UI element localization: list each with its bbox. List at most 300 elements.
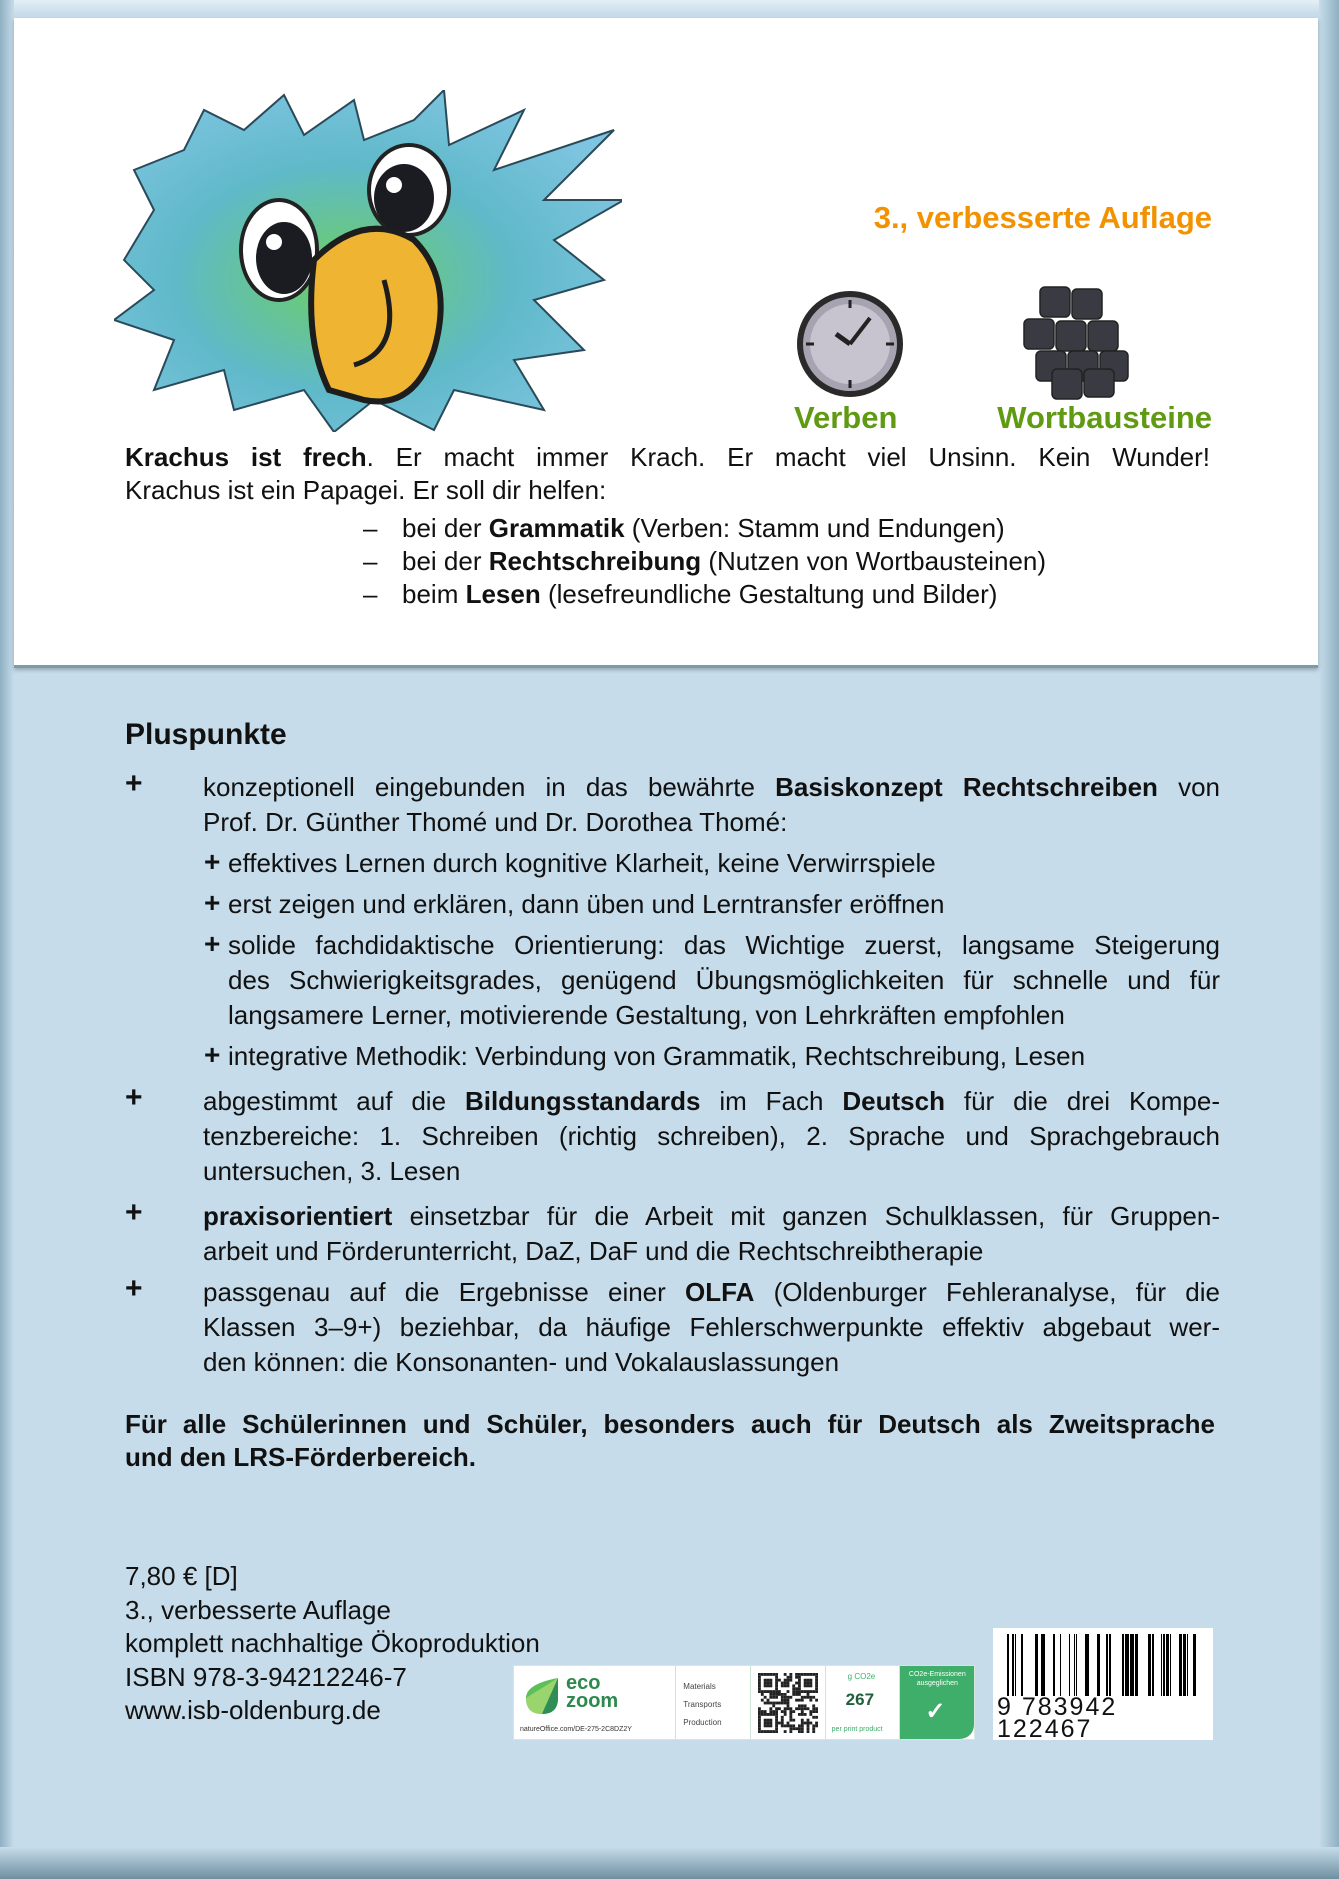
building-blocks-icon	[1022, 285, 1132, 400]
qr-module	[784, 1693, 787, 1696]
item-line	[203, 1310, 1220, 1345]
qr-module	[781, 1724, 784, 1727]
qr-code-icon	[758, 1673, 818, 1733]
qr-module	[792, 1718, 795, 1721]
text: solide fachdidaktische Orientierung: das Wichtige zuerst, langsame Steigerung	[228, 930, 1220, 960]
qr-module	[795, 1698, 798, 1701]
qr-module	[781, 1693, 784, 1696]
intro-paragraph	[125, 441, 1210, 507]
cover-right-edge	[1319, 0, 1339, 1879]
qr-module	[769, 1710, 772, 1713]
qr-module	[784, 1684, 787, 1687]
qr-module	[804, 1681, 807, 1684]
qr-module	[784, 1713, 787, 1716]
plus-icon: +	[125, 767, 143, 800]
qr-module	[769, 1678, 772, 1681]
qr-module	[781, 1721, 784, 1724]
qr-module	[792, 1690, 795, 1693]
item-line	[203, 1154, 1220, 1189]
qr-module	[775, 1673, 778, 1676]
qr-module	[775, 1684, 778, 1687]
qr-module	[775, 1675, 778, 1678]
text: langsamere Lerner, motivierende Gestaltung, von Lehrkräften empfohlen	[228, 1000, 1065, 1030]
qr-module	[806, 1707, 809, 1710]
qr-module	[758, 1730, 761, 1733]
qr-module	[792, 1710, 795, 1713]
bold-text: OLFA	[685, 1277, 755, 1307]
sub-item-line	[228, 998, 1220, 1033]
sub-item	[204, 887, 1220, 922]
qr-module	[781, 1715, 784, 1718]
qr-module	[766, 1684, 769, 1687]
qr-module	[772, 1701, 775, 1704]
qr-module	[778, 1690, 781, 1693]
qr-module	[806, 1684, 809, 1687]
qr-module	[801, 1673, 804, 1676]
qr-module	[792, 1684, 795, 1687]
qr-module	[781, 1681, 784, 1684]
qr-module	[769, 1684, 772, 1687]
qr-module	[804, 1721, 807, 1724]
qr-module	[815, 1675, 818, 1678]
qr-module	[775, 1713, 778, 1716]
plus-icon: +	[204, 846, 221, 877]
qr-module	[798, 1713, 801, 1716]
text: im Fach	[700, 1086, 843, 1116]
qr-module	[781, 1684, 784, 1687]
qr-module	[798, 1681, 801, 1684]
qr-module	[806, 1690, 809, 1693]
qr-module	[798, 1727, 801, 1730]
qr-module	[775, 1724, 778, 1727]
qr-module	[789, 1713, 792, 1716]
qr-module	[766, 1678, 769, 1681]
qr-module	[784, 1678, 787, 1681]
audience-line: Für alle Schülerinnen und Schüler, besonders auch für Deutsch als Zweitsprache	[125, 1409, 1215, 1439]
qr-module	[815, 1721, 818, 1724]
bold-text: Grammatik	[488, 513, 625, 543]
plus-icon: +	[125, 1196, 143, 1229]
cover-left-edge	[0, 0, 14, 1879]
qr-module	[806, 1695, 809, 1698]
qr-module	[778, 1693, 781, 1696]
qr-module	[789, 1730, 792, 1733]
bold-text: praxisorientiert	[203, 1201, 393, 1231]
qr-module	[801, 1698, 804, 1701]
qr-module	[789, 1710, 792, 1713]
qr-module	[809, 1698, 812, 1701]
edition: 3., verbesserte Auflage	[125, 1594, 391, 1625]
text: integrative Methodik: Verbindung von Grammatik, Rechtschreibung, Lesen	[228, 1041, 1086, 1071]
qr-module	[812, 1730, 815, 1733]
qr-module	[806, 1693, 809, 1696]
clock-icon	[796, 290, 904, 398]
item-line	[203, 1345, 1220, 1380]
qr-module	[804, 1713, 807, 1716]
qr-module	[772, 1695, 775, 1698]
qr-module	[764, 1701, 767, 1704]
website-link[interactable]: www.isb-oldenburg.de	[125, 1695, 381, 1725]
qr-module	[804, 1707, 807, 1710]
leaf-icon	[524, 1676, 560, 1716]
qr-module	[795, 1727, 798, 1730]
qr-module	[764, 1721, 767, 1724]
qr-module	[809, 1681, 812, 1684]
qr-module	[804, 1704, 807, 1707]
qr-module	[761, 1713, 764, 1716]
qr-module	[804, 1695, 807, 1698]
qr-module	[758, 1687, 761, 1690]
qr-module	[806, 1681, 809, 1684]
qr-module	[786, 1698, 789, 1701]
qr-module	[758, 1727, 761, 1730]
qr-module	[809, 1695, 812, 1698]
qr-module	[809, 1673, 812, 1676]
eco-categories	[676, 1666, 751, 1739]
item-line	[203, 1275, 1220, 1310]
qr-module	[806, 1678, 809, 1681]
qr-module	[769, 1713, 772, 1716]
category: Production	[683, 1718, 722, 1727]
qr-module	[758, 1707, 761, 1710]
badge-text: CO2e-Emissionen ausgeglichen	[908, 1671, 966, 1687]
text: passgenau auf die Ergebnisse einer	[203, 1277, 686, 1307]
qr-module	[812, 1715, 815, 1718]
qr-module	[795, 1675, 798, 1678]
qr-module	[806, 1721, 809, 1724]
qr-module	[769, 1695, 772, 1698]
text: (Nutzen von Wortbausteinen)	[701, 546, 1047, 576]
qr-module	[798, 1724, 801, 1727]
qr-module	[758, 1673, 761, 1676]
qr-module	[769, 1701, 772, 1704]
qr-module	[784, 1707, 787, 1710]
qr-module	[809, 1678, 812, 1681]
compensated-badge	[900, 1666, 974, 1739]
qr-module	[766, 1730, 769, 1733]
qr-module	[769, 1730, 772, 1733]
qr-module	[769, 1690, 772, 1693]
qr-module	[758, 1718, 761, 1721]
qr-module	[815, 1724, 818, 1727]
qr-module	[772, 1673, 775, 1676]
text: erst zeigen und erklären, dann üben und Lerntransfer eröffnen	[228, 889, 945, 919]
qr-module	[761, 1690, 764, 1693]
qr-module	[758, 1678, 761, 1681]
dash-bullet: –	[363, 513, 378, 543]
item-line	[203, 805, 1220, 840]
qr-module	[784, 1698, 787, 1701]
qr-module	[766, 1681, 769, 1684]
qr-module	[792, 1727, 795, 1730]
qr-module	[815, 1678, 818, 1681]
qr-module	[769, 1707, 772, 1710]
text: effektives Lernen durch kognitive Klarheit, keine Verwirrspiele	[228, 848, 936, 878]
qr-module	[778, 1678, 781, 1681]
verben-label: Verben	[794, 400, 898, 435]
qr-module	[761, 1730, 764, 1733]
qr-module	[801, 1721, 804, 1724]
qr-module	[772, 1690, 775, 1693]
qr-module	[786, 1701, 789, 1704]
qr-module	[775, 1678, 778, 1681]
qr-module	[766, 1690, 769, 1693]
qr-module	[784, 1673, 787, 1676]
qr-module	[795, 1690, 798, 1693]
bold-text: Deutsch	[842, 1086, 945, 1116]
sub-item	[204, 1039, 1220, 1074]
category: Materials	[683, 1682, 716, 1691]
qr-module	[766, 1724, 769, 1727]
text: . Er macht immer Krach. Er macht viel Unsinn. Kein Wunder!	[366, 442, 1211, 472]
pluspunkt-item	[125, 767, 1220, 1074]
qr-module	[766, 1673, 769, 1676]
qr-module	[775, 1681, 778, 1684]
qr-module	[798, 1678, 801, 1681]
qr-module	[812, 1724, 815, 1727]
plus-icon: +	[204, 1039, 221, 1070]
qr-module	[758, 1724, 761, 1727]
qr-module	[778, 1707, 781, 1710]
qr-module	[764, 1695, 767, 1698]
qr-module	[784, 1724, 787, 1727]
qr-module	[758, 1690, 761, 1693]
text: untersuchen, 3. Lesen	[203, 1156, 461, 1186]
qr-module	[815, 1698, 818, 1701]
sub-item-line	[228, 1039, 1220, 1074]
qr-module	[775, 1721, 778, 1724]
sub-item	[204, 846, 1220, 881]
eco-brand-bottom: zoom	[566, 1690, 619, 1712]
qr-module	[798, 1684, 801, 1687]
cover-bottom-edge	[0, 1847, 1339, 1879]
category: Transports	[683, 1700, 722, 1709]
qr-module	[815, 1687, 818, 1690]
dash-bullet: –	[363, 579, 378, 609]
qr-module	[789, 1678, 792, 1681]
qr-module	[798, 1730, 801, 1733]
qr-module	[758, 1681, 761, 1684]
qr-module	[775, 1710, 778, 1713]
qr-module	[815, 1715, 818, 1718]
text: bei der	[402, 513, 489, 543]
qr-module	[761, 1673, 764, 1676]
qr-module	[784, 1681, 787, 1684]
qr-module	[798, 1704, 801, 1707]
bold-text: Rechtschreibung	[488, 546, 702, 576]
qr-module	[781, 1695, 784, 1698]
intro-list	[363, 512, 1046, 611]
qr-module	[809, 1710, 812, 1713]
qr-module	[806, 1718, 809, 1721]
bold-text: Basiskonzept Rechtschreiben	[775, 772, 1158, 802]
qr-module	[801, 1704, 804, 1707]
qr-module	[798, 1707, 801, 1710]
qr-module	[795, 1687, 798, 1690]
text: arbeit und Förderunterricht, DaZ, DaF und die Rechtschreibtherapie	[203, 1236, 984, 1266]
qr-module	[792, 1724, 795, 1727]
qr-module	[798, 1687, 801, 1690]
text: Prof. Dr. Günther Thomé und Dr. Dorothea Thomé:	[203, 807, 788, 837]
plus-icon: +	[204, 887, 221, 918]
bold-text: Lesen	[465, 579, 541, 609]
qr-module	[784, 1695, 787, 1698]
qr-module	[795, 1707, 798, 1710]
qr-module	[789, 1707, 792, 1710]
text: bei der	[402, 546, 489, 576]
qr-module	[775, 1695, 778, 1698]
intro-line	[125, 474, 825, 507]
qr-module	[786, 1721, 789, 1724]
qr-module	[806, 1727, 809, 1730]
qr-module	[801, 1707, 804, 1710]
sub-item-line	[228, 963, 1220, 998]
qr-module	[764, 1690, 767, 1693]
qr-module	[815, 1681, 818, 1684]
text: tenzbereiche: 1. Schreiben (richtig schreiben), 2. Sprache und Sprachgebrauch	[203, 1121, 1220, 1151]
qr-module	[764, 1724, 767, 1727]
qr-module	[769, 1724, 772, 1727]
intro-line	[125, 441, 1210, 474]
qr-module	[786, 1707, 789, 1710]
qr-module	[804, 1673, 807, 1676]
pluspunkte-heading: Pluspunkte	[125, 718, 287, 751]
qr-module	[769, 1693, 772, 1696]
list-item	[363, 545, 1046, 578]
qr-module	[766, 1718, 769, 1721]
pluspunkt-item	[125, 1081, 1220, 1189]
qr-module	[764, 1684, 767, 1687]
co2-value: 267	[845, 1690, 875, 1709]
book-info	[125, 1560, 540, 1728]
qr-module	[764, 1718, 767, 1721]
qr-module	[804, 1684, 807, 1687]
qr-module	[786, 1684, 789, 1687]
qr-module	[789, 1718, 792, 1721]
qr-module	[772, 1710, 775, 1713]
qr-module	[815, 1690, 818, 1693]
qr-module	[781, 1701, 784, 1704]
qr-module	[801, 1727, 804, 1730]
qr-module	[801, 1710, 804, 1713]
qr-module	[792, 1693, 795, 1696]
qr-module	[764, 1673, 767, 1676]
qr-module	[801, 1730, 804, 1733]
isbn: ISBN 978-3-94212246-7	[125, 1661, 407, 1692]
qr-module	[764, 1678, 767, 1681]
qr-module	[764, 1713, 767, 1716]
qr-module	[775, 1715, 778, 1718]
qr-module	[812, 1704, 815, 1707]
qr-module	[815, 1710, 818, 1713]
text: (lesefreundliche Gestaltung und Bilder)	[540, 579, 998, 609]
text: den können: die Konsonanten- und Vokalauslassungen	[203, 1347, 840, 1377]
qr-module	[798, 1673, 801, 1676]
parrot-illustration	[114, 90, 622, 432]
qr-module	[812, 1707, 815, 1710]
qr-module	[786, 1704, 789, 1707]
qr-module	[769, 1673, 772, 1676]
production-note: komplett nachhaltige Ökoproduktion	[125, 1628, 540, 1658]
qr-module	[815, 1684, 818, 1687]
list-item-text	[402, 578, 997, 611]
plus-icon: +	[204, 928, 221, 959]
qr-module	[812, 1690, 815, 1693]
qr-module	[789, 1727, 792, 1730]
text: einsetzbar für die Arbeit mit ganzen Schulklassen, für Gruppen-	[392, 1201, 1220, 1231]
qr-module	[775, 1687, 778, 1690]
qr-module	[758, 1721, 761, 1724]
pluspunkt-item	[125, 1196, 1220, 1269]
qr-module	[792, 1687, 795, 1690]
ecozoom-label	[513, 1665, 975, 1740]
qr-module	[781, 1698, 784, 1701]
qr-module	[775, 1690, 778, 1693]
qr-module	[789, 1695, 792, 1698]
item-line	[203, 770, 1220, 805]
qr-module	[789, 1724, 792, 1727]
eco-brand-top: eco	[566, 1672, 601, 1694]
qr-module	[775, 1707, 778, 1710]
qr-module	[775, 1730, 778, 1733]
qr-module	[769, 1721, 772, 1724]
eco-url[interactable]: natureOffice.com/DE-275-2C8DZ2Y	[520, 1726, 632, 1733]
sub-item-line	[228, 887, 1220, 922]
qr-module	[801, 1695, 804, 1698]
list-item	[363, 512, 1046, 545]
co2-caption: per print product	[831, 1726, 883, 1733]
qr-module	[764, 1681, 767, 1684]
qr-module	[806, 1730, 809, 1733]
pluspunkt-item	[125, 1272, 1220, 1380]
text: abgestimmt auf die	[203, 1086, 465, 1116]
qr-module	[766, 1721, 769, 1724]
qr-module	[772, 1693, 775, 1696]
qr-module	[801, 1718, 804, 1721]
qr-module	[798, 1675, 801, 1678]
qr-module	[772, 1713, 775, 1716]
text: beim	[402, 579, 466, 609]
ecozoom-logo	[514, 1666, 676, 1739]
bold-text: Bildungsstandards	[464, 1086, 701, 1116]
qr-module	[786, 1681, 789, 1684]
qr-module	[775, 1693, 778, 1696]
text: konzeptionell eingebunden in das bewährte	[203, 772, 776, 802]
list-item-text	[402, 512, 1005, 545]
qr-code[interactable]	[751, 1666, 826, 1739]
qr-module	[764, 1730, 767, 1733]
qr-module	[801, 1690, 804, 1693]
qr-module	[784, 1701, 787, 1704]
text: für die drei Kompe-	[944, 1086, 1220, 1116]
item-line	[203, 1084, 1220, 1119]
qr-module	[766, 1713, 769, 1716]
isbn-barcode	[993, 1628, 1213, 1743]
text: von	[1157, 772, 1220, 802]
cover-top-edge	[0, 0, 1339, 14]
qr-module	[786, 1695, 789, 1698]
qr-module	[795, 1681, 798, 1684]
sub-item-line	[228, 846, 1220, 881]
qr-module	[778, 1701, 781, 1704]
qr-module	[772, 1730, 775, 1733]
text: Krachus ist ein Papagei. Er soll dir helfen:	[125, 475, 607, 505]
qr-module	[769, 1681, 772, 1684]
qr-module	[812, 1673, 815, 1676]
qr-module	[758, 1715, 761, 1718]
qr-module	[786, 1690, 789, 1693]
plus-icon: +	[125, 1272, 143, 1305]
